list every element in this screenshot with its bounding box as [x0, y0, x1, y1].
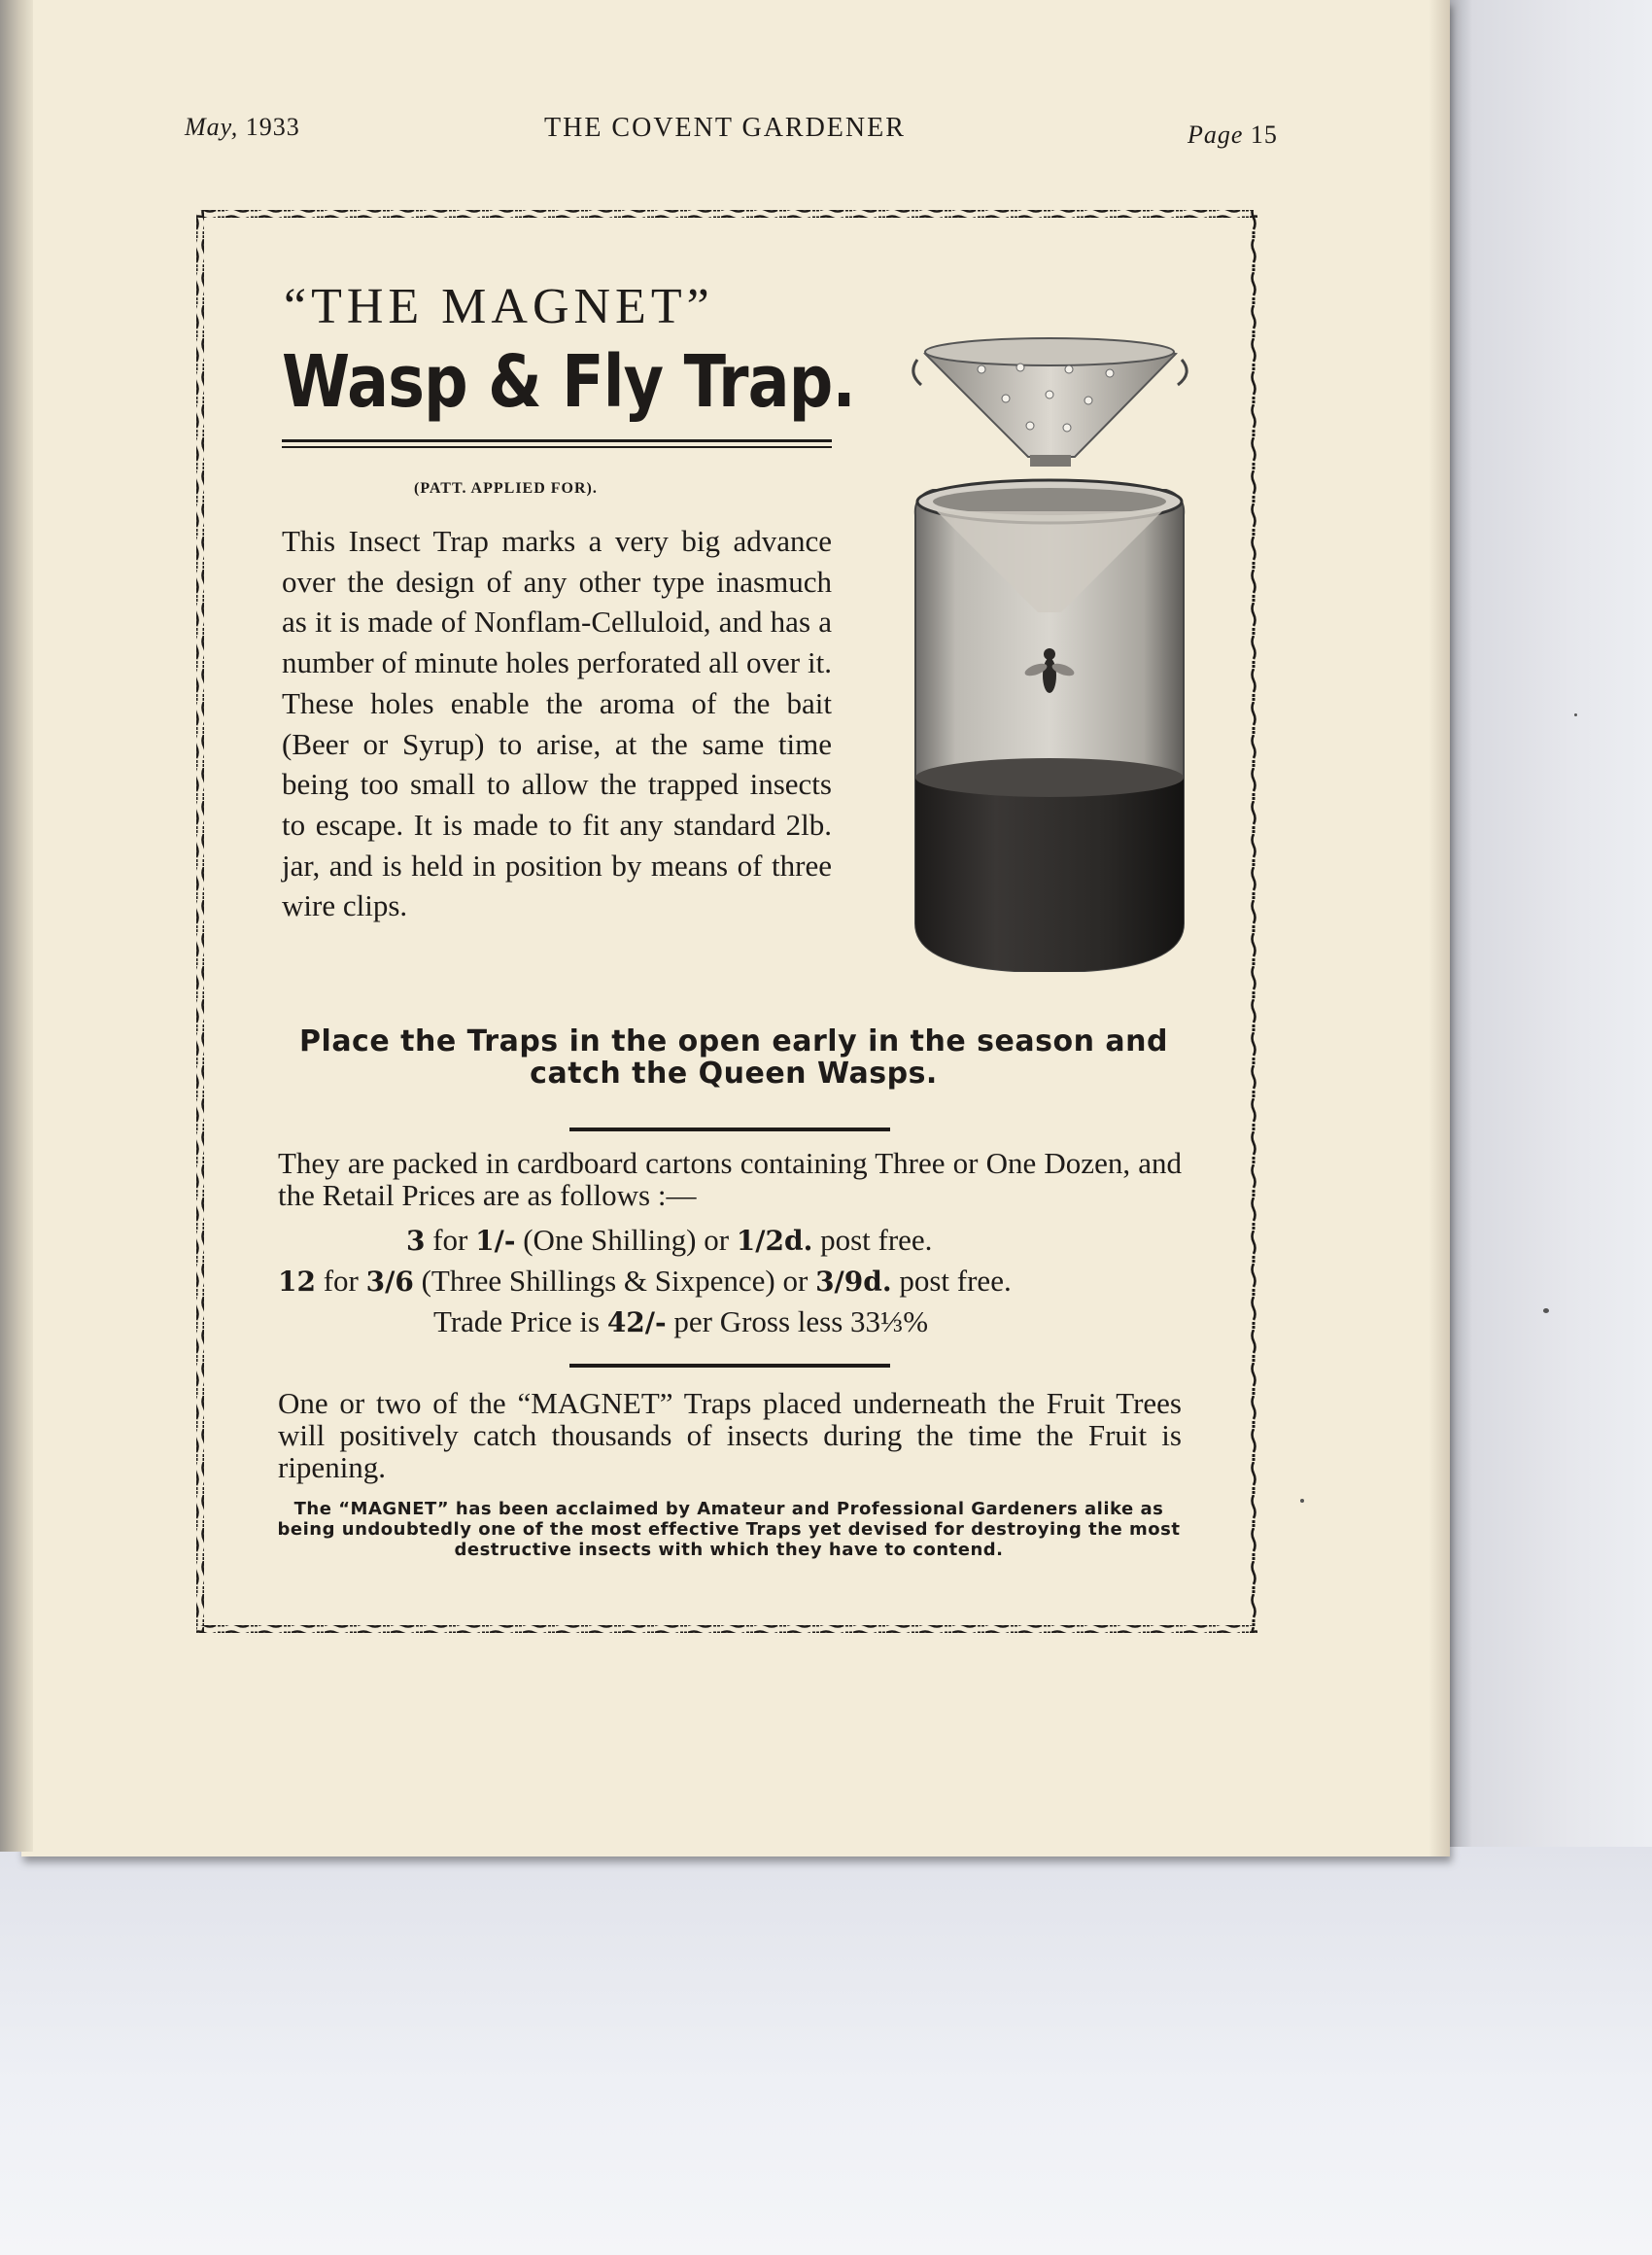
- ad-title-line-1: “THE MAGNET”: [284, 279, 714, 334]
- price-desc: (Three Shillings & Sixpence) or: [421, 1264, 809, 1298]
- section-rule: [569, 1128, 890, 1131]
- price-amount: 1/-: [475, 1225, 516, 1257]
- issue-month: May,: [185, 113, 239, 141]
- scanner-edge: [1448, 0, 1652, 1847]
- price-line-twelve: [278, 1264, 1012, 1299]
- trade-prefix: Trade Price is: [433, 1304, 601, 1338]
- trade-price: 42/-: [606, 1306, 667, 1338]
- price-desc: (One Shilling) or: [523, 1223, 730, 1257]
- closing-paragraph: One or two of the “MAGNET” Traps placed underneath the Fruit Trees will positively catch thousands of insects during the time the Fruit is ripening.: [278, 1386, 1182, 1484]
- price-qty: 3: [406, 1225, 426, 1257]
- page-binding: [0, 0, 33, 1852]
- trade-price-line: [433, 1304, 928, 1339]
- page-label: Page: [1187, 121, 1244, 149]
- trap-illustration: [894, 330, 1205, 972]
- price-qty: 12: [278, 1266, 316, 1298]
- fine-print: The “MAGNET” has been acclaimed by Amateur and Professional Gardeners alike as being undoubtedly one of the most effective Traps yet devised for destroying the most destructive insects with which they have to contend.: [277, 1499, 1181, 1560]
- post-price: 3/9d.: [815, 1266, 892, 1298]
- publication-title: THE COVENT GARDENER: [544, 113, 906, 143]
- section-rule: [569, 1364, 890, 1368]
- trade-suffix: per Gross less 33⅓%: [673, 1304, 929, 1338]
- packing-paragraph: They are packed in cardboard cartons containing Three or One Dozen, and the Retail Prices are as follows :—: [278, 1146, 1182, 1212]
- price-for: for: [323, 1264, 359, 1298]
- issue-year: 1933: [245, 113, 300, 141]
- page-number-value: 15: [1250, 121, 1278, 149]
- patent-note: (PATT. APPLIED FOR).: [414, 480, 598, 497]
- post-free: post free.: [899, 1264, 1012, 1298]
- ad-title-line-2: Wasp & Fly Trap.: [282, 340, 855, 424]
- price-amount: 3/6: [365, 1266, 414, 1298]
- price-for: for: [432, 1223, 468, 1257]
- issue-date: [185, 113, 300, 142]
- post-price: 1/2d.: [736, 1225, 813, 1257]
- intro-paragraph: This Insect Trap marks a very big advance over the design of any other type inasmuch as it is made of Nonflam-Celluloid, and has a number of minute holes perforated all over it. These holes enable the aroma of the bait (Beer or Syrup) to arise, at the same time being too small to allow the trapped insects to escape. It is made to fit any standard 2lb. jar, and is held in position by means of three wire clips.: [282, 524, 832, 923]
- title-double-rule: [282, 439, 832, 448]
- post-free: post free.: [820, 1223, 933, 1257]
- price-line-three: [406, 1223, 932, 1258]
- page-number: [1187, 121, 1278, 150]
- tagline: Place the Traps in the open early in the season and catch the Queen Wasps.: [299, 1024, 1168, 1091]
- scanner-background: [0, 1827, 1652, 2255]
